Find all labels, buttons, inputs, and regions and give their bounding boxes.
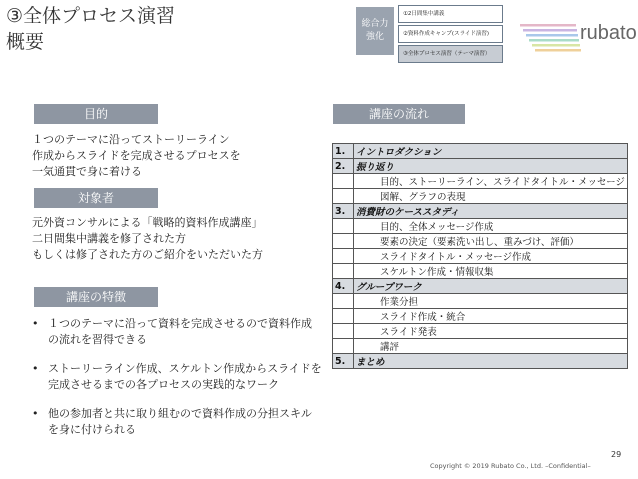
flow-row-label: 図解、グラフの表現 [354,189,628,204]
audience-line: 元外資コンサルによる「戦略的資料作成講座」 [32,216,263,229]
logo-wordmark: rubato [580,22,637,44]
flow-row-label: 目的、ストーリーライン、スライドタイトル・メッセージ [354,174,628,189]
flow-detail-row [333,249,628,264]
flow-row-label: スライド作成・統合 [354,309,628,324]
flow-row-number: 1. [333,144,354,159]
audience-line: 二日間集中講義を修了された方 [32,232,186,245]
flow-section-row [333,279,628,294]
course-nav-item: ③全体プロセス演習（テーマ演習） [398,45,503,63]
flow-row-number: 4. [333,279,354,294]
flow-heading: 講座の流れ [333,104,465,124]
flow-row-label: スケルトン作成・情報収集 [354,264,628,279]
flow-row-number [333,189,354,204]
flow-row-number [333,294,354,309]
flow-section-row [333,159,628,174]
audience-text [32,215,332,263]
feature-bullet: • ストーリーライン作成、スケルトン作成からスライドを完成させるまでの各プロセスの実践的なワーク [32,361,322,392]
flow-detail-row [333,174,628,189]
flow-row-label: 作業分担 [354,294,628,309]
flow-row-number [333,309,354,324]
page-subtitle: 概要 [6,31,45,53]
audience-heading: 対象者 [34,188,158,208]
flow-detail-row [333,339,628,354]
flow-detail-row [333,294,628,309]
flow-section-row [333,204,628,219]
features-heading: 講座の特徴 [34,287,158,307]
flow-row-label: グループワーク [354,279,628,294]
course-nav-item: ①2日間集中講義 [398,5,503,23]
flow-detail-row [333,309,628,324]
purpose-line: 一気通貫で身に着ける [32,165,142,178]
page-title: ③全体プロセス演習 [6,5,176,27]
flow-row-number [333,339,354,354]
flow-detail-row [333,324,628,339]
flow-row-number [333,249,354,264]
purpose-line: 作成からスライドを完成させるプロセスを [32,149,241,162]
flow-row-label: 目的、全体メッセージ作成 [354,219,628,234]
flow-row-label: イントロダクション [354,144,628,159]
flow-row-label: スライドタイトル・メッセージ作成 [354,249,628,264]
flow-row-number [333,174,354,189]
flow-row-number [333,264,354,279]
flow-section-row [333,144,628,159]
flow-row-number: 3. [333,204,354,219]
flow-row-number [333,324,354,339]
flow-detail-row [333,234,628,249]
flow-row-label: まとめ [354,354,628,369]
course-category-label: 総合力 強化 [361,19,389,42]
flow-section-row [333,354,628,369]
copyright-footer: Copyright © 2019 Rubato Co., Ltd. –Confidential– [430,462,591,470]
page-number: 29 [611,450,622,459]
course-category-tag [356,7,394,55]
course-flow-table [332,143,628,369]
flow-row-label: 要素の決定（要素洗い出し、重みづけ、評価） [354,234,628,249]
feature-bullet: • １つのテーマに沿って資料を完成させるので資料作成の流れを習得できる [32,316,322,347]
course-nav-list [398,5,503,65]
purpose-line: １つのテーマに沿ってストーリーライン [32,133,230,146]
flow-detail-row [333,219,628,234]
flow-row-label: 講評 [354,339,628,354]
feature-bullet: • 他の参加者と共に取り組むので資料作成の分担スキルを身に付けられる [32,406,322,437]
flow-detail-row [333,189,628,204]
flow-detail-row [333,264,628,279]
features-list [32,316,322,451]
flow-row-label: 消費財のケーススタディ [354,204,628,219]
flow-row-number [333,234,354,249]
course-nav-item: ②資料作成キャンプ(スライド演習) [398,25,503,43]
audience-line: もしくは修了された方のご紹介をいただいた方 [32,248,263,261]
purpose-heading: 目的 [34,104,158,124]
flow-row-number [333,219,354,234]
flow-row-label: スライド発表 [354,324,628,339]
flow-row-number: 5. [333,354,354,369]
flow-row-number: 2. [333,159,354,174]
flow-row-label: 振り返り [354,159,628,174]
purpose-text [32,132,332,180]
